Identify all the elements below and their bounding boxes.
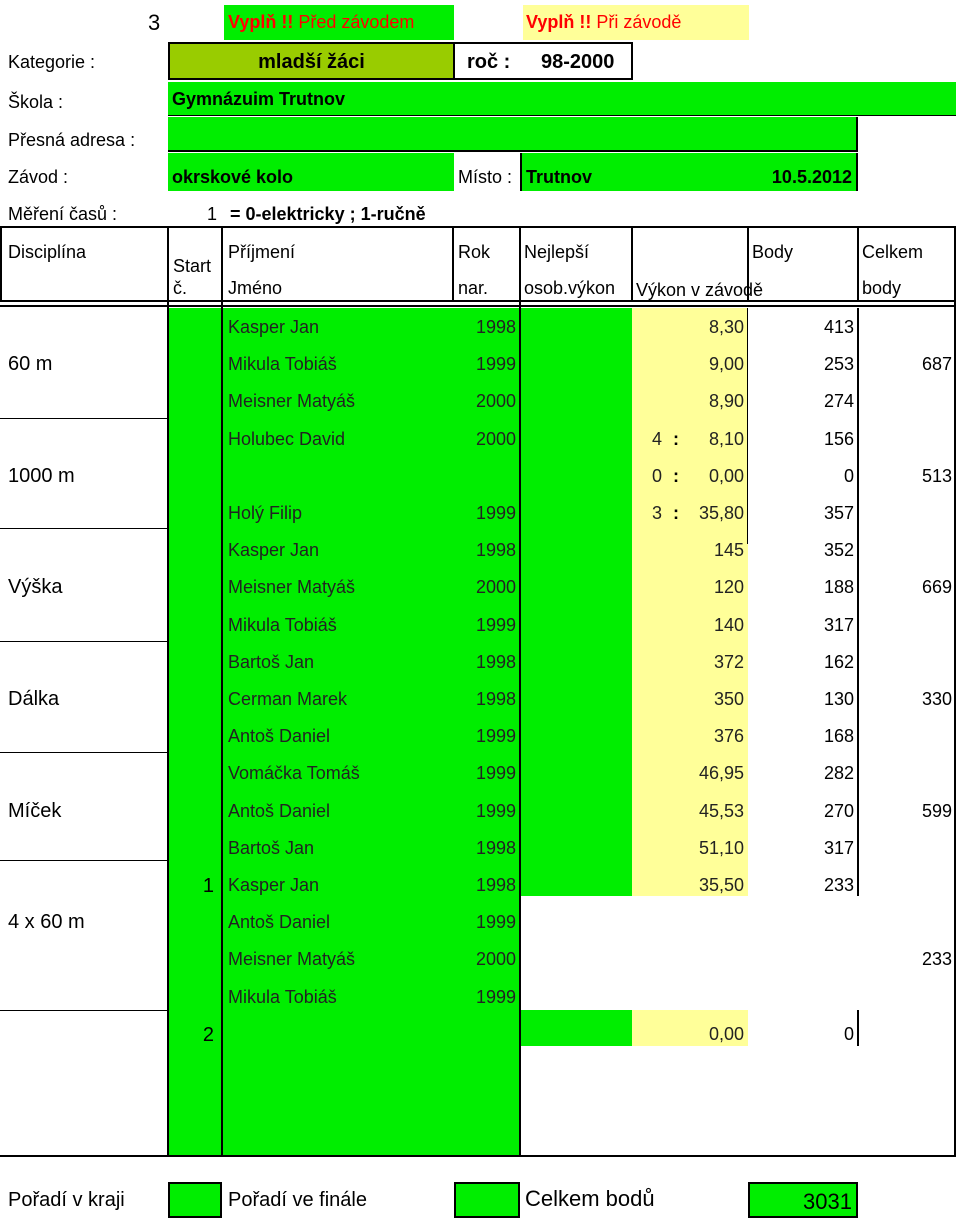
- rank-region-label: Pořadí v kraji: [8, 1189, 125, 1211]
- group-sep-4: [0, 752, 168, 753]
- discipline-label: Výška: [8, 576, 63, 599]
- school-field[interactable]: [168, 82, 956, 116]
- discipline-label: Dálka: [8, 688, 60, 710]
- points-value: 156: [823, 428, 854, 449]
- performance-value[interactable]: 120: [713, 577, 744, 598]
- athlete-name[interactable]: Mikula Tobiáš: [228, 354, 337, 375]
- col-year: Rok: [458, 242, 491, 262]
- birth-year[interactable]: 1999: [475, 726, 516, 747]
- col-performance-box: [633, 276, 764, 300]
- perf-minutes[interactable]: 4: [651, 428, 662, 449]
- category-label: Kategorie :: [8, 52, 96, 72]
- divider-name: [221, 226, 223, 1157]
- birth-year[interactable]: 1998: [475, 540, 516, 561]
- birth-year[interactable]: 1999: [475, 763, 516, 784]
- athlete-name[interactable]: Kasper Jan: [228, 875, 320, 895]
- birth-year[interactable]: 1998: [475, 317, 516, 337]
- table-top-border: [0, 226, 956, 228]
- points-value: 130: [823, 689, 854, 709]
- col-name: Jméno: [228, 278, 283, 298]
- total-value: 599: [921, 800, 952, 821]
- year-field[interactable]: [455, 42, 633, 80]
- sheet-number: 3: [148, 10, 161, 35]
- place-field[interactable]: [520, 153, 858, 191]
- group-sep-6: [0, 1010, 168, 1011]
- timing-legend: = 0-elektricky ; 1-ručně: [230, 204, 426, 224]
- points-value: 168: [823, 726, 854, 747]
- divider-year-head: [452, 226, 454, 302]
- col-discipline: Disciplína: [8, 242, 87, 262]
- col-performance: Výkon v závodě: [636, 280, 764, 300]
- birth-year[interactable]: 1999: [475, 912, 516, 933]
- divider-total-relay2: [857, 1010, 859, 1046]
- points-value: 413: [823, 317, 854, 337]
- group-sep-3: [0, 641, 168, 642]
- athlete-name[interactable]: Meisner Matyáš: [228, 949, 356, 970]
- total-value: 513: [921, 465, 952, 486]
- col-start: Start: [173, 256, 212, 276]
- athlete-name[interactable]: Meisner Matyáš: [228, 577, 356, 598]
- birth-year[interactable]: 1998: [475, 689, 516, 709]
- birth-year[interactable]: 1998: [475, 651, 516, 672]
- place-value: Trutnov: [526, 167, 592, 187]
- timing-label: Měření časů :: [8, 204, 118, 224]
- performance-value[interactable]: 0,00: [708, 1023, 744, 1044]
- birth-year[interactable]: 2000: [475, 577, 516, 598]
- perf-minutes[interactable]: 0: [651, 465, 662, 486]
- performance-value[interactable]: 372: [713, 651, 744, 672]
- birth-year[interactable]: 1998: [475, 875, 516, 895]
- frame-left: [0, 226, 2, 302]
- total-value: 233: [921, 949, 952, 970]
- birth-year[interactable]: 2000: [475, 391, 516, 412]
- performance-value[interactable]: 46,95: [698, 763, 744, 784]
- year-label: roč :: [467, 51, 511, 73]
- birth-year[interactable]: 1999: [475, 354, 516, 375]
- divider-best: [519, 226, 521, 1157]
- col-surname: Příjmení: [228, 242, 296, 262]
- school-value: Gymnázuim Trutnov: [172, 89, 346, 109]
- rank-final-label: Pořadí ve finále: [228, 1189, 367, 1211]
- athlete-name[interactable]: Mikula Tobiáš: [228, 614, 337, 635]
- performance-value[interactable]: 51,10: [698, 837, 744, 858]
- birth-year[interactable]: 1999: [475, 986, 516, 1007]
- points-value: 352: [823, 540, 854, 561]
- total-points-label: Celkem bodů: [525, 1186, 655, 1211]
- athlete-name[interactable]: Kasper Jan: [228, 540, 320, 561]
- race-field[interactable]: [168, 153, 454, 191]
- school-label: Škola :: [8, 92, 64, 112]
- athlete-name[interactable]: Kasper Jan: [228, 317, 320, 337]
- performance-value[interactable]: 145: [713, 540, 744, 561]
- birth-year[interactable]: 1999: [475, 503, 516, 523]
- fill-during-banner: [523, 5, 749, 40]
- perf-colon: :: [673, 465, 679, 486]
- rank-final-field[interactable]: [454, 1182, 520, 1218]
- points-value: 233: [823, 875, 854, 895]
- points-value: 317: [823, 614, 854, 635]
- fill-during-suffix: Při závodě: [591, 12, 682, 32]
- address-field[interactable]: [168, 117, 858, 152]
- points-value: 282: [823, 763, 854, 784]
- fill-before-banner: [224, 5, 454, 40]
- category-field[interactable]: [168, 42, 455, 80]
- col-year2: nar.: [458, 278, 489, 298]
- divider-total-head: [857, 226, 859, 302]
- performance-value[interactable]: 350: [713, 689, 744, 709]
- category-value: mladší žáci: [258, 51, 365, 73]
- perf-right-1: [747, 308, 748, 544]
- discipline-label: 4 x 60 m: [8, 911, 85, 934]
- col-points: Body: [752, 242, 794, 262]
- birth-year[interactable]: 2000: [475, 428, 516, 449]
- table-header-border: [0, 300, 956, 302]
- table-bottom-border: [0, 1155, 956, 1157]
- total-value: 330: [921, 689, 952, 709]
- points-value: 357: [823, 503, 854, 523]
- points-value: 253: [823, 354, 854, 375]
- perf-colon: :: [673, 428, 679, 449]
- group-sep-2: [0, 528, 168, 529]
- performance-value[interactable]: 140: [713, 614, 744, 635]
- performance-value[interactable]: 8,90: [708, 391, 744, 412]
- col-total: Celkem: [862, 242, 924, 262]
- performance-value[interactable]: 35,80: [698, 503, 744, 523]
- athlete-name[interactable]: Antoš Daniel: [228, 800, 331, 821]
- perf-minutes[interactable]: 3: [651, 503, 662, 523]
- col-best2: osob.výkon: [524, 278, 616, 298]
- fill-during-prefix: Vyplň !!: [526, 12, 592, 32]
- date-value: 10.5.2012: [771, 167, 852, 187]
- birth-year[interactable]: 1998: [475, 837, 516, 858]
- performance-value[interactable]: 376: [713, 726, 744, 747]
- col-total2: body: [862, 278, 902, 298]
- athlete-name[interactable]: Mikula Tobiáš: [228, 986, 337, 1007]
- perf-colon: :: [673, 503, 679, 523]
- points-value: 317: [823, 837, 854, 858]
- rank-region-field[interactable]: [168, 1182, 222, 1218]
- year-value: 98-2000: [541, 51, 615, 73]
- total-points-field: [748, 1182, 858, 1218]
- timing-value[interactable]: 1: [207, 204, 218, 224]
- group-sep-1: [0, 418, 168, 419]
- divider-total-body: [857, 308, 859, 896]
- best-column-fill: [520, 308, 632, 896]
- col-start-no: č.: [173, 278, 188, 298]
- athlete-name[interactable]: Meisner Matyáš: [228, 391, 356, 412]
- performance-value[interactable]: 9,00: [708, 354, 744, 375]
- divider-start: [167, 226, 169, 1157]
- performance-value[interactable]: 0,00: [708, 465, 744, 486]
- athlete-name[interactable]: Bartoš Jan: [228, 837, 315, 858]
- total-value: 669: [921, 577, 952, 598]
- start-number[interactable]: 2: [202, 1023, 214, 1046]
- athlete-name[interactable]: Holý Filip: [228, 503, 303, 523]
- points-value: 0: [843, 465, 854, 486]
- discipline-label: 60 m: [8, 353, 53, 376]
- athlete-name[interactable]: Holubec David: [228, 428, 346, 449]
- discipline-label: 1000 m: [8, 464, 75, 487]
- fill-before-suffix: Před závodem: [293, 12, 415, 32]
- address-label: Přesná adresa :: [8, 130, 136, 150]
- col-best: Nejlepší: [524, 242, 590, 262]
- performance-value[interactable]: 45,53: [698, 800, 744, 821]
- athlete-name[interactable]: Cerman Marek: [228, 689, 348, 709]
- birth-year[interactable]: 1999: [475, 614, 516, 635]
- performance-value[interactable]: 8,30: [708, 317, 744, 337]
- athlete-name[interactable]: Antoš Daniel: [228, 912, 331, 933]
- birth-year[interactable]: 2000: [475, 949, 516, 970]
- points-value: 274: [823, 391, 854, 412]
- frame-right: [954, 226, 956, 1157]
- place-label: Místo :: [458, 167, 513, 187]
- race-value: okrskové kolo: [172, 167, 294, 187]
- fill-before-prefix: Vyplň !!: [228, 12, 294, 32]
- points-value: 188: [823, 577, 854, 598]
- athlete-name[interactable]: Antoš Daniel: [228, 726, 331, 747]
- athlete-name[interactable]: Bartoš Jan: [228, 651, 315, 672]
- group-sep-5: [0, 860, 168, 861]
- race-label: Závod :: [8, 167, 69, 187]
- best-relay2-fill: [520, 1010, 632, 1046]
- start-number[interactable]: 1: [202, 875, 214, 897]
- discipline-label: Míček: [8, 799, 62, 822]
- performance-value[interactable]: 8,10: [708, 428, 744, 449]
- points-value: 270: [823, 800, 854, 821]
- table-header-border2: [0, 305, 956, 307]
- total-value: 687: [921, 354, 952, 375]
- points-value: 162: [823, 651, 854, 672]
- birth-year[interactable]: 1999: [475, 800, 516, 821]
- points-value: 0: [843, 1023, 854, 1044]
- performance-value[interactable]: 35,50: [698, 875, 744, 895]
- athlete-name[interactable]: Vomáčka Tomáš: [228, 763, 360, 784]
- total-points-value: 3031: [803, 1189, 852, 1214]
